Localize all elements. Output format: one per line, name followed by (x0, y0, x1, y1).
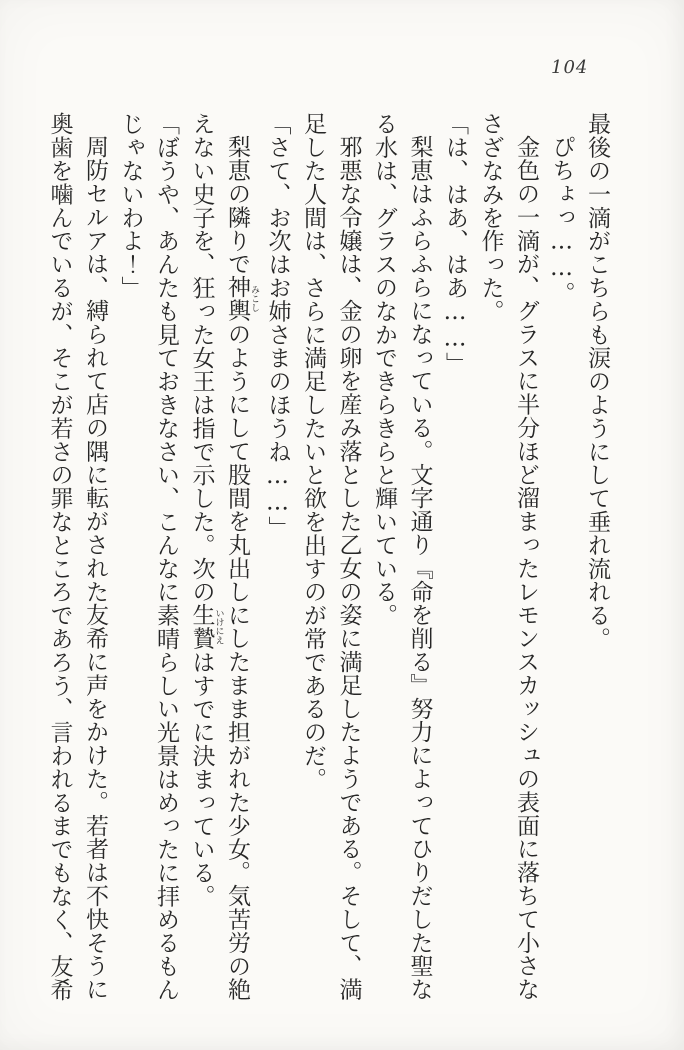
paragraph: 周防セルアは、縛られて店の隅に転がされた友希に声をかけた。若者は不快そうに奥歯を噛んでいるが、そこが若さの罪なところであろう、言われるまでもなく、友希 (46, 112, 108, 1002)
paragraph: 梨恵の隣りで神輿 みこしのようにして股間を丸出しにしたまま担がれた少女。気苦労の絶えない史子を、狂った女王は指で示した。次の生贄 いけにえはすでに決まっている。 (188, 112, 259, 1001)
page-number: 104 (551, 57, 589, 78)
paragraph: 「さて、お次はお姉さまのほうね……」 (264, 112, 291, 540)
paragraph: 梨恵はふらふらになっている。文字通り『命を削る』努力によってひりだした聖なる水は、グラスのなかできらきらと輝いている。 (371, 112, 433, 1001)
ruby-annotated-word: 神輿 みこし (224, 275, 259, 323)
furigana: いけにえ (213, 603, 224, 651)
paragraph: 「ぼうや、あんたも見ておきなさい、こんなに素晴らしい光景はめったに拝めるもんじゃないわよ！」 (117, 112, 179, 1002)
vertical-text-block (41, 112, 614, 1004)
paragraph: 最後の一滴がこちらも涙のようにして垂れ流れる。 (584, 112, 610, 651)
paragraph: 邪悪な令嬢は、金の卵を産み落とした乙女の姿に満足したようである。そして、満足した人間は、さらに満足したいと欲を出すのが常であるのだ。 (300, 112, 362, 1001)
paragraph: 金色の一滴が、グラスに半分ほど溜まったレモンスカッシュの表面に落ちて小さなさざなみを作った。 (477, 112, 539, 1001)
furigana: みこし (249, 275, 259, 323)
paragraph: 「は、はあ、はあ……」 (442, 112, 468, 376)
ruby-annotated-word: 生贄 いけにえ (188, 603, 224, 651)
paragraph: ぴちょっ……。 (548, 135, 575, 305)
